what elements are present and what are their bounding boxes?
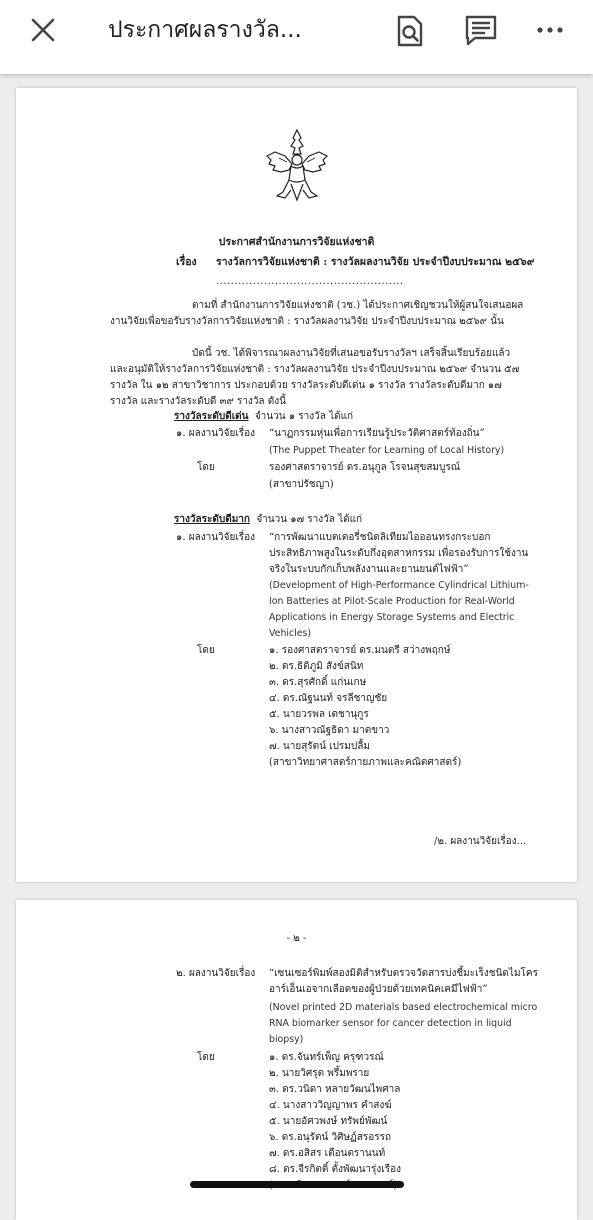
by-label: โดย xyxy=(197,645,215,656)
more-icon[interactable] xyxy=(535,18,565,42)
researcher-name: รองศาสตราจารย์ ดร.อนุกูล โรจนสุขสมบูรณ์ xyxy=(269,462,461,473)
paragraph-1 xyxy=(110,298,524,330)
researcher-name: ๘. ดร.จีรกิตติ์ ตั้งพัฒนารุ่งเรือง xyxy=(269,1164,401,1175)
section-outstanding-count: จำนวน ๑ รางวัล ได้แก่ xyxy=(254,411,354,422)
research-field: (สาขาปรัชญา) xyxy=(269,479,334,490)
subject-label: เรื่อง xyxy=(176,256,197,268)
close-icon[interactable] xyxy=(27,14,59,46)
announcement-subject xyxy=(176,254,534,270)
researcher-name: ๔. นางสาววิญญาพร คำสงฆ์ xyxy=(269,1100,392,1111)
paragraph-2 xyxy=(110,346,524,410)
researcher-list xyxy=(269,643,461,771)
document-page-2 xyxy=(16,900,577,1220)
item-number: ๑. ผลงานวิจัยเรื่อง xyxy=(176,428,256,439)
item-number: ๑. ผลงานวิจัยเรื่อง xyxy=(176,532,256,543)
announcement-heading: ประกาศสำนักงานการวิจัยแห่งชาติ xyxy=(218,236,375,248)
item-number: ๒. ผลงานวิจัยเรื่อง xyxy=(176,968,256,979)
researcher-name: ๓. ดร.สุรศักดิ์ แก่นเกษ xyxy=(269,677,367,688)
researcher-name: ๑. ดร.จันทร์เพ็ญ ครุฑวรณ์ xyxy=(269,1052,384,1063)
continued-note: /๒. ผลงานวิจัยเรื่อง... xyxy=(434,836,527,847)
researcher-name: ๒. นายวิศรุต พรึ้มพราย xyxy=(269,1068,370,1079)
section-very-good xyxy=(174,512,362,528)
by-label: โดย xyxy=(197,1052,215,1063)
researcher-name: ๒. ดร.ธิติภูมิ สังข์สนิท xyxy=(269,661,364,672)
divider-dots: ................................................... xyxy=(216,276,404,287)
research-title-th: “เซนเซอร์พิมพ์สองมิติสำหรับตรวจวัดสารบ่งชี้มะเร็งชนิดไมโครอาร์เอ็นเอจากเลือดของผู้ป่วยด้วยเทคนิคเคมีไฟฟ้า” xyxy=(269,968,538,995)
researcher-name: ๖. นางสาวณัฐธิดา มาตขาว xyxy=(269,725,390,736)
page-number: - ๒ - xyxy=(286,933,307,944)
research-title-en: (The Puppet Theater for Learning of Local History) xyxy=(269,445,505,456)
by-label: โดย xyxy=(197,462,215,473)
researcher-name: ๑. รองศาสตราจารย์ ดร.มนตรี สว่างพฤกษ์ xyxy=(269,645,451,656)
researcher-name: ๖. ดร.อนุรัตน์ วิศิษฏ์สรอรรถ xyxy=(269,1132,392,1143)
section-outstanding xyxy=(174,409,353,425)
researcher-name: ๗. นายสุรัตน์ เปรมปลื้ม xyxy=(269,741,370,752)
subject-text: รางวัลการวิจัยแห่งชาติ : รางวัลผลงานวิจัย ประจำปีงบประมาณ ๒๕๖๙ xyxy=(216,256,535,268)
research-title-en: (Novel printed 2D materials based electrochemical micro RNA biomarker sensor for cancer detection in liquid biopsy) xyxy=(269,1002,538,1045)
research-field: (สาขาวิทยาศาสตร์กายภาพและคณิตศาสตร์) xyxy=(269,757,462,768)
researcher-list xyxy=(269,1050,401,1194)
paragraph-2-text: บัดนี้ วช. ได้พิจารณาผลงานวิจัยที่เสนอขอรับรางวัลฯ เสร็จสิ้นเรียบร้อยแล้ว และอนุมัติให้รางวัลการวิจัยแห่งชาติ : รางวัลผลงานวิจัย ประจำปีงบประมาณ ๒๕๖๙ จำนวน ๕๗ รางวัล ใน ๑๒ สาขาวิชาการ ประกอบด้วย รางวัลระดับดีเด่น ๑ รางวัล รางวัลระดับดีมาก ๑๗ รางวัล และรางวัลระดับดี ๓๙ รางวัล ดังนี้ xyxy=(110,348,520,407)
researcher-name: ๓. ดร.วนิดา หลายวัฒนไพศาล xyxy=(269,1084,401,1095)
section-outstanding-title: รางวัลระดับดีเด่น xyxy=(174,411,249,422)
document-page-1 xyxy=(16,88,577,882)
paragraph-1-text: ตามที่ สำนักงานการวิจัยแห่งชาติ (วช.) ได้ประกาศเชิญชวนให้ผู้สนใจเสนอผลงานวิจัยเพื่อขอรับรางวัลการวิจัยแห่งชาติ : รางวัลผลงานวิจัย ประจำปีงบประมาณ ๒๕๖๙ นั้น xyxy=(110,300,524,327)
home-indicator[interactable] xyxy=(190,1181,404,1188)
section-very-good-title: รางวัลระดับดีมาก xyxy=(174,514,250,525)
research-title-th: “นาฏกรรมหุ่นเพื่อการเรียนรู้ประวัติศาสตร์ท้องถิ่น” xyxy=(269,428,485,439)
researcher-name: ๕. นายวรพล เดชานุกูร xyxy=(269,709,369,720)
document-title: ประกาศผลรางวัล... xyxy=(108,17,302,43)
comment-icon[interactable] xyxy=(464,14,498,46)
section-very-good-count: จำนวน ๑๗ รางวัล ได้แก่ xyxy=(256,514,363,525)
research-title-th: “การพัฒนาแบตเตอรี่ชนิดลิเทียมไอออนทรงกระบอกประสิทธิภาพสูงในระดับกึ่งอุตสาหกรรม เพื่อรองรับการใช้งานจริงในระบบกักเก็บพลังงานและยานยนต์ไฟฟ้า” xyxy=(269,532,529,575)
researcher-name: ๔. ดร.ณัฐนนท์ จรลีชาญชัย xyxy=(269,693,388,704)
research-title-en: (Development of High-Performance Cylindrical Lithium-Ion Batteries at Pilot-Scale Production for Real-World Applications in Energy Storage Systems and Electric Vehicles) xyxy=(269,580,529,639)
find-in-document-icon[interactable] xyxy=(394,14,426,48)
top-app-bar xyxy=(0,0,593,74)
garuda-emblem xyxy=(263,126,331,204)
researcher-name: ๕. นายอัศวพงษ์ ทรัพย์พัฒน์ xyxy=(269,1116,388,1127)
researcher-name: ๗. ดร.อสิสร เตือนตรานนท์ xyxy=(269,1148,386,1159)
